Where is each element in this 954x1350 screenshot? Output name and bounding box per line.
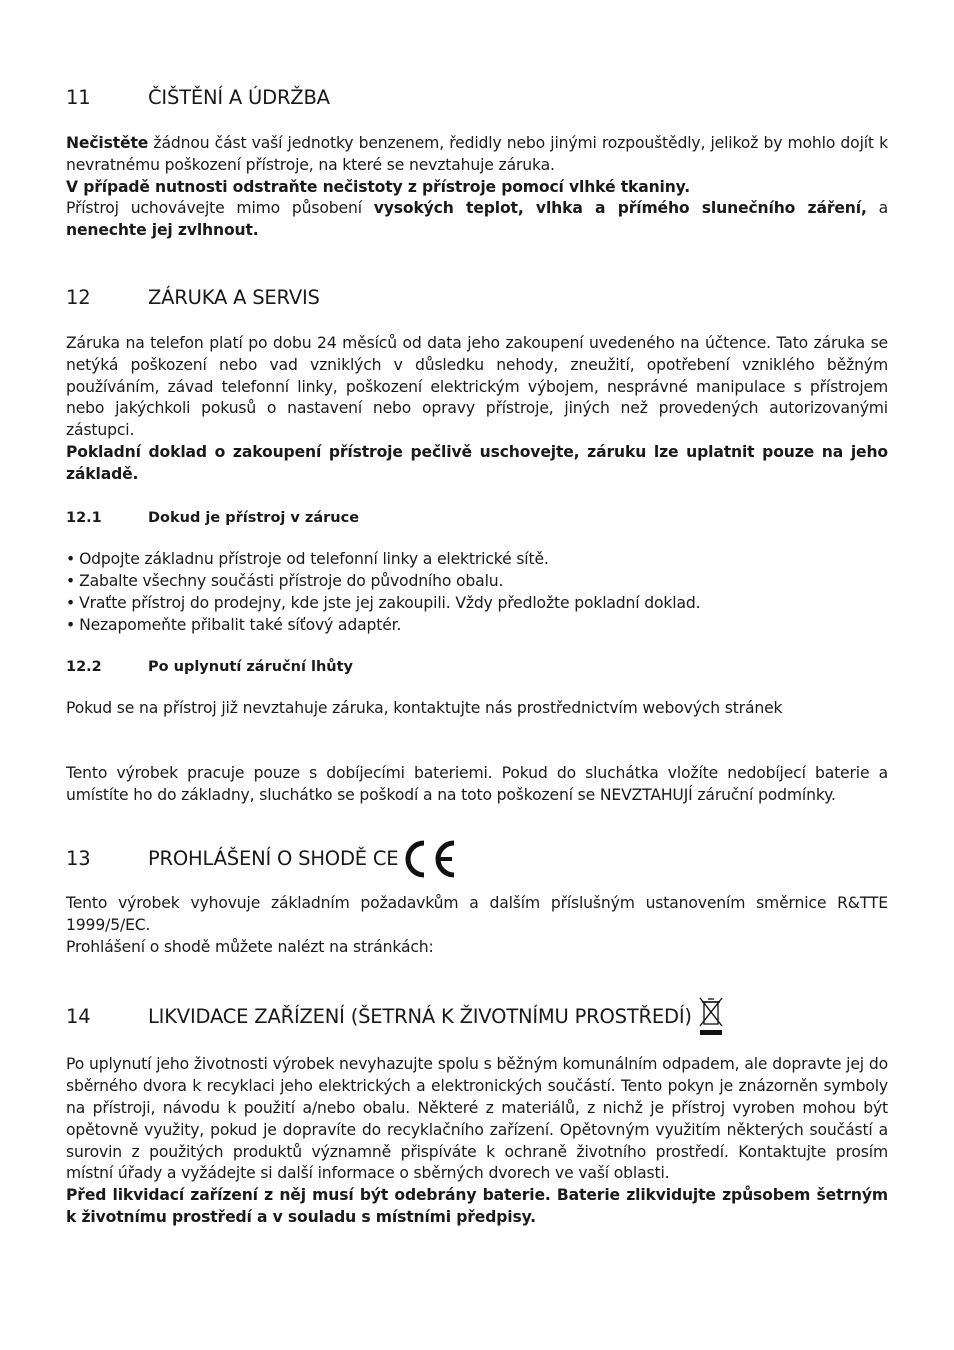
body-text: Po uplynutí jeho životnosti výrobek nevyhazujte spolu s běžným komunálním odpadem, ale dopravte jej do sběrného dvora k recyklaci jeho elektrických a elektronických součástí. Tento pokyn je znázorněn symboly na přístroji, návodu k použití a/nebo obalu. Některé z materiálů, z nichž je přístroj vyroben mohou být opětovně využity, pokud je dopravíte do recyklačního zařízení. Opětovným využitím některých součástí a surovin z použitých produktů významně přispíváte k ochraně životního prostředí. Kontaktujte prosím místní úřady a vyžádejte si další informace o sběrných dvorech ve vaší oblasti. (66, 1055, 888, 1183)
body-text: žádnou část vaší jednotky benzenem, ředidly nebo jinými rozpouštědly, jelikož by mohlo dojít k nevratnému poškození přístroje, na které se nevztahuje záruka. (66, 134, 888, 174)
section-13-heading (66, 839, 888, 879)
bold-text: Před likvidací zařízení z něj musí být odebrány baterie. Baterie zlikvidujte způsobem šetrným k životnímu prostředí a v souladu s místními předpisy. (66, 1186, 888, 1226)
subsection-number: 12.1 (66, 509, 102, 526)
storage-paragraph (66, 198, 888, 242)
section-title: LIKVIDACE ZAŘÍZENÍ (ŠETRNÁ K ŽIVOTNÍMU PROSTŘEDÍ) (148, 1004, 692, 1028)
body-text: Záruka na telefon platí po dobu 24 měsíců od data jeho zakoupení uvedeného na účtence. Tato záruka se netýká poškození nebo vad vzniklých v důsledku nehody, zneužití, opotřebení vzniklého běžným používáním, závad telefonní linky, poškození elektrickým výbojem, nesprávné manipulace s přístrojem nebo jakýchkoli pokusů o nastavení nebo opravy přístroje, jiných než provedených autorizovanými zástupci. (66, 333, 888, 440)
section-11-heading (66, 86, 888, 109)
subsection-number: 12.2 (66, 658, 102, 675)
list-item: • Zabalte všechny součásti přístroje do původního obalu. (66, 570, 888, 592)
conformity-paragraph (66, 893, 888, 937)
warranty-paragraph (66, 333, 888, 442)
section-number: 12 (66, 285, 91, 309)
section-number: 13 (66, 847, 91, 871)
ce-mark-icon (402, 839, 460, 879)
conformity-link-text (66, 937, 888, 959)
section-title: PROHLÁŠENÍ O SHODĚ CE (148, 847, 399, 871)
cleaning-note (66, 177, 888, 199)
bold-text: V případě nutnosti odstraňte nečistoty z přístroje pomocí vlhké tkaniny. (66, 177, 691, 196)
document-page (66, 86, 888, 1229)
battery-paragraph (66, 763, 888, 807)
after-warranty-paragraph (66, 698, 888, 720)
bold-text: Nečistěte (66, 134, 149, 152)
section-title: ZÁRUKA A SERVIS (148, 285, 320, 309)
subsection-title: Po uplynutí záruční lhůty (148, 658, 353, 675)
body-text: a (866, 199, 888, 218)
warranty-steps-list (66, 548, 888, 636)
battery-disposal-paragraph (66, 1185, 888, 1229)
subsection-title: Dokud je přístroj v záruce (148, 509, 360, 526)
body-text: Tento výrobek vyhovuje základním požadavkům a dalším příslušným ustanovením směrnice R&TTE 1999/5/EC. (66, 893, 888, 934)
list-item: • Odpojte základnu přístroje od telefonní linky a elektrické sítě. (66, 548, 888, 570)
section-number: 11 (66, 86, 91, 109)
body-text: Přístroj uchovávejte mimo působení (66, 199, 374, 218)
list-item: • Vraťte přístroj do prodejny, kde jste jej zakoupili. Vždy předložte pokladní doklad. (66, 592, 888, 614)
crossed-bin-icon (698, 996, 724, 1036)
subsection-12-2-heading (66, 659, 888, 675)
bold-text: vysokých teplot, vlhka a přímého slunečního záření, (373, 199, 867, 218)
section-14-heading (66, 996, 888, 1036)
body-text: Pokud se na přístroj již nevztahuje záruka, kontaktujte nás prostřednictvím webových stránek (66, 698, 783, 717)
bold-text: Pokladní doklad o zakoupení přístroje pečlivě uschovejte, záruku lze uplatnit pouze na jeho základě. (66, 442, 888, 483)
section-number: 14 (66, 1004, 91, 1028)
section-12-heading (66, 286, 888, 309)
list-item: • Nezapomeňte přibalit také síťový adaptér. (66, 614, 888, 636)
section-title: ČIŠTĚNÍ A ÚDRŽBA (148, 86, 330, 109)
body-text: Prohlášení o shodě můžete nalézt na stránkách: (66, 937, 434, 956)
body-text: Tento výrobek pracuje pouze s dobíjecími bateriemi. Pokud do sluchátka vložíte nedobíjecí baterie a umístíte ho do základny, sluchátko se poškodí a na toto poškození se NEVZTAHUJÍ záruční podmínky. (66, 764, 888, 805)
receipt-paragraph (66, 442, 888, 486)
subsection-12-1-heading (66, 510, 888, 526)
cleaning-paragraph (66, 133, 888, 177)
bold-text: nenechte jej zvlhnout. (66, 221, 259, 240)
disposal-paragraph (66, 1054, 888, 1185)
